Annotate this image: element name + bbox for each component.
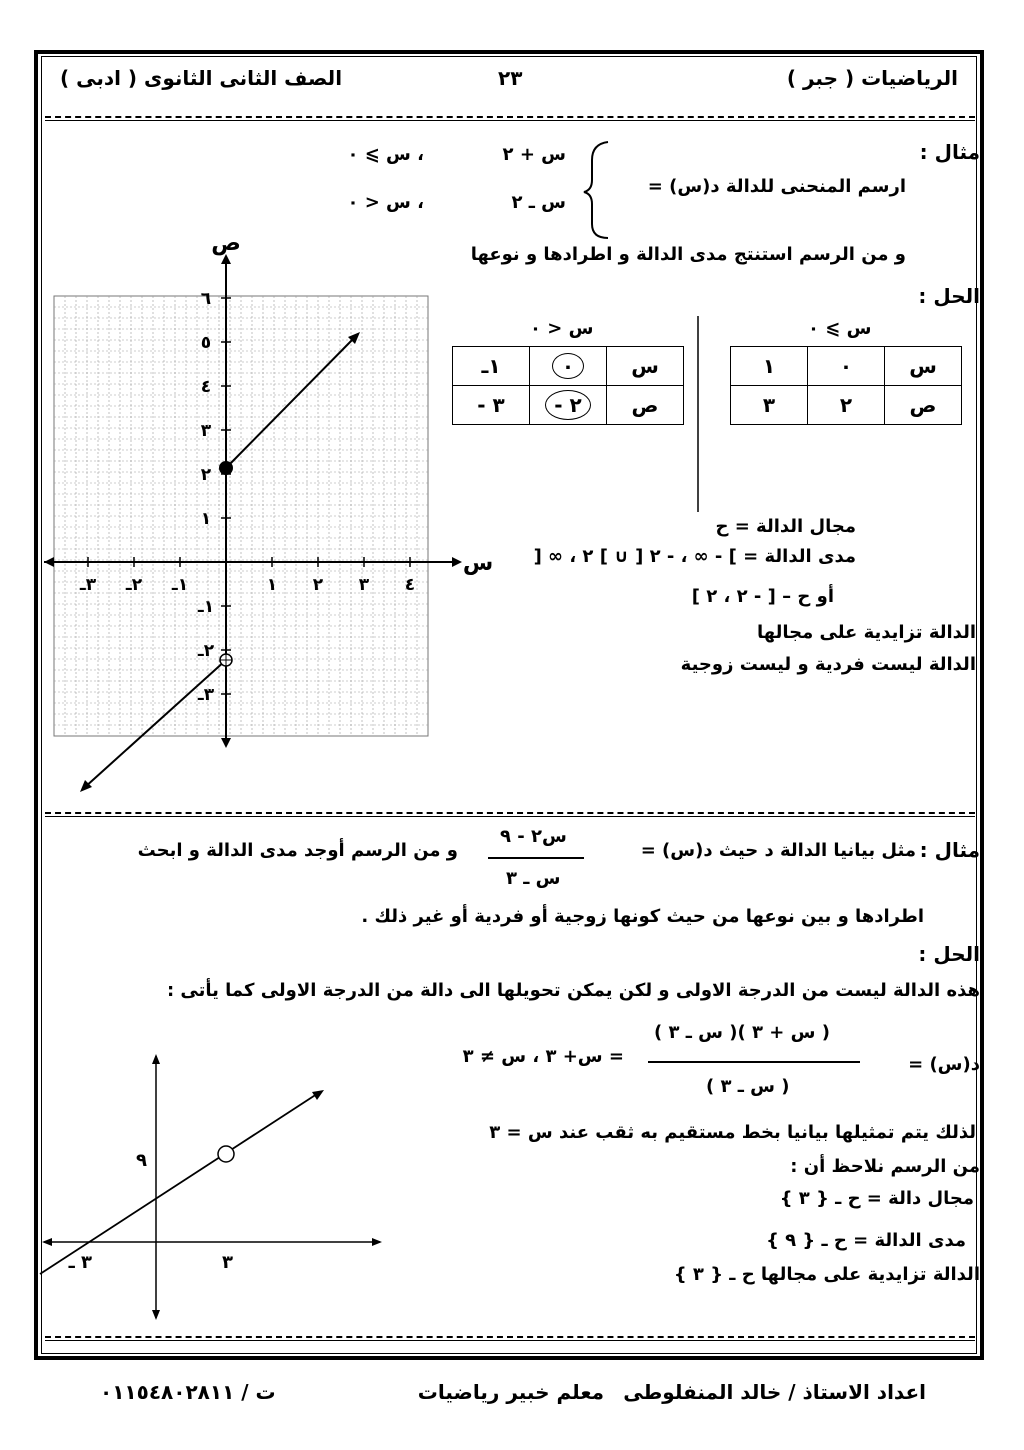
example1-solution-label: الحل :: [918, 284, 980, 308]
header-subject: الرياضيات ( جبر ): [786, 66, 958, 90]
table2-circled-value: ٠: [552, 353, 584, 379]
graph2-line: [40, 1092, 320, 1274]
example2-intro: هذه الدالة ليست من الدرجة الاولى و لكن يمكن تحويلها الى دالة من الدرجة الاولى كما يأتى :: [166, 980, 980, 1001]
example1-label: مثال :: [919, 140, 980, 164]
graph1-x-arrow-left: [44, 557, 54, 567]
graph2-x-arrow-left: [42, 1238, 52, 1246]
footer-phone: ت / ٠١١٥٤٨٠٢٨١١: [100, 1380, 276, 1404]
graph1-y-tick-label: ١: [200, 509, 212, 529]
table2-cell: ١ـ: [453, 347, 530, 386]
table2-cell: ص: [607, 386, 684, 425]
graph1-y-tick-label: ٣ـ: [197, 685, 215, 705]
case1-cond: ، س ⩾ ٠: [347, 144, 424, 165]
graph2-hole: [218, 1146, 234, 1162]
example2-fraction-num: ( س + ٣ )( س ـ ٣ ): [654, 1022, 830, 1043]
graph2-x-arrow-right: [372, 1238, 382, 1246]
example1-graph: [30, 231, 494, 796]
table2-cell: [530, 347, 607, 386]
graph1-x-tick-label: ٢ـ: [125, 575, 143, 595]
table1-cell: ص: [885, 386, 962, 425]
graph1-y-tick-label: ٣: [200, 421, 212, 441]
graph1-y-tick-label: ٤: [200, 377, 212, 397]
section-divider-solid: [45, 816, 975, 817]
graph1-y-tick-label: ٢: [200, 465, 212, 485]
graph2-y-arrow-bottom: [152, 1310, 160, 1320]
example2-fraction-den: ( س ـ ٣ ): [706, 1076, 790, 1097]
table1-cell: س: [885, 347, 962, 386]
graph2-label-3: ٣: [222, 1252, 233, 1273]
table2-title: س < ٠: [530, 318, 594, 339]
header-page-number: ٢٣: [498, 66, 523, 90]
example1-prompt: ارسم المنحنى للدالة د(س) =: [647, 176, 906, 197]
table2-cell: ٣ -: [453, 386, 530, 425]
graph1-x-tick-label: ٣ـ: [79, 575, 97, 595]
case2-expr: س ـ ٢: [511, 192, 566, 213]
graph1-x-tick-label: ٤: [404, 575, 416, 595]
example2-domain: مجال دالة = ح ـ { ٣ }: [779, 1188, 974, 1209]
example2-lhs: د(س) =: [908, 1054, 980, 1075]
footer-divider: [45, 1336, 975, 1338]
piecewise-brace: [584, 140, 614, 240]
graph1-y-tick-label: ١ـ: [197, 597, 215, 617]
table1-title: س ⩾ ٠: [808, 318, 872, 339]
graph1-x-tick-label: ٢: [312, 575, 324, 595]
graph1-y-tick-label: ٢ـ: [197, 641, 215, 661]
table2-circled-value: ٢ -: [545, 390, 591, 420]
example2-observe: من الرسم نلاحظ أن :: [790, 1156, 980, 1177]
case1-expr: س + ٢: [502, 144, 566, 165]
tables-divider: [696, 316, 700, 516]
footer-author: اعداد الاستاذ / خالد المنفلوطى: [623, 1380, 926, 1404]
example2-graph: [40, 1050, 390, 1330]
example1-parity: الدالة ليست فردية و ليست زوجية: [680, 654, 976, 675]
example2-prompt-b: و من الرسم أوجد مدى الدالة و ابحث: [137, 840, 458, 861]
example1-range-alt: أو ح – [ - ٢ ، ٢ ]: [691, 586, 834, 607]
example2-note: لذلك يتم تمثيلها بيانيا بخط مستقيم به ثقب عند س = ٣: [489, 1122, 976, 1143]
table1-cell: ١: [731, 347, 808, 386]
header-grade: الصف الثانى الثانوى ( ادبى ): [60, 66, 343, 90]
graph2-label-9: ٩: [136, 1150, 147, 1171]
header-divider-solid: [45, 120, 975, 121]
table1-cell: ٠: [808, 347, 885, 386]
example2-fraction-bar: [648, 1060, 864, 1064]
graph1-grid-lines: [54, 296, 428, 736]
table1: [730, 346, 962, 425]
section-divider: [45, 812, 975, 814]
graph2-label-neg3: ٣ ـ: [68, 1252, 92, 1273]
example2-solution-label: الحل :: [918, 942, 980, 966]
footer-divider-solid: [45, 1340, 975, 1341]
example2-monotonic: الدالة تزايدية على مجالها ح ـ { ٣ }: [673, 1264, 980, 1285]
graph2-y-arrow-top: [152, 1054, 160, 1064]
example1-range: مدى الدالة = ] - ∞ ، - ٢ [ ∪ ] ٢ ، ∞ [: [533, 546, 856, 567]
example2-range: مدى الدالة = ح ـ { ٩ }: [766, 1230, 966, 1251]
table1-cell: ٣: [731, 386, 808, 425]
example2-label: مثال :: [919, 838, 980, 862]
graph1-x-tick-label: ٣: [358, 575, 370, 595]
example2-prompt-c: اطرادها و بين نوعها من حيث كونها زوجية أو فردية أو غير ذلك .: [361, 906, 924, 927]
example1-prompt2: و من الرسم استنتج مدى الدالة و اطرادها و نوعها: [470, 244, 906, 265]
example2-prompt-a: مثل بيانيا الدالة د حيث د(س) =: [640, 840, 916, 861]
graph1-line-left: [84, 660, 226, 788]
graph1-x-tick-label: ١: [266, 575, 278, 595]
example1-monotonic: الدالة تزايدية على مجالها: [756, 622, 976, 643]
example2-frac-bar: [488, 856, 588, 860]
footer-title: معلم خبير رياضيات: [417, 1380, 604, 1404]
graph1-line-right: [226, 336, 356, 468]
table1-cell: ٢: [808, 386, 885, 425]
example1-domain: مجال الدالة = ح: [715, 516, 856, 537]
graph1-closed-point: [219, 461, 233, 475]
graph1-y-tick-label: ٦: [200, 289, 212, 309]
table2-cell: س: [607, 347, 684, 386]
graph1-y-tick-label: ٥: [200, 333, 212, 353]
graph1-x-label: س: [462, 551, 494, 576]
example2-frac-den: س ـ ٣: [506, 868, 561, 889]
table2-cell: [530, 386, 607, 425]
graph1-x-tick-label: ١ـ: [171, 575, 189, 595]
graph1-x-arrow-right: [452, 557, 462, 567]
graph1-y-label: ص: [211, 231, 241, 256]
header-divider: [45, 116, 975, 118]
example2-result: = س+ ٣ ، س ≠ ٣: [462, 1046, 624, 1067]
graph1-y-arrow-bottom: [221, 738, 231, 748]
example2-frac-num: س٢ - ٩: [500, 826, 567, 847]
case2-cond: ، س < ٠: [347, 192, 424, 213]
